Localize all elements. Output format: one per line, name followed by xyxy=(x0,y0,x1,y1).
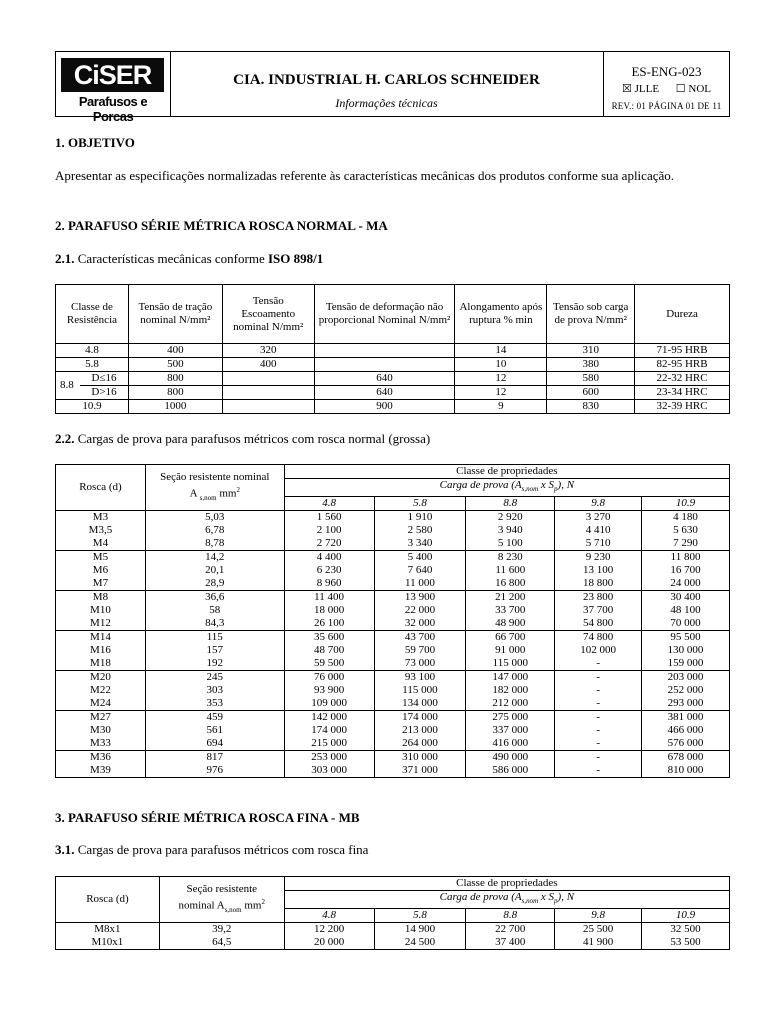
cell: 400 xyxy=(128,344,222,358)
cell: 213 000 xyxy=(374,724,466,737)
table-row xyxy=(56,671,730,685)
cell: 215 000 xyxy=(284,737,374,751)
class-header: 9.8 xyxy=(555,497,642,511)
cell: 37 400 xyxy=(466,936,555,950)
cell: - xyxy=(555,724,642,737)
standard-ref: ISO 898/1 xyxy=(267,251,324,266)
carga-sub: p xyxy=(554,897,558,906)
cell: 16 700 xyxy=(642,564,730,577)
table-row xyxy=(56,923,730,937)
cell: M30 xyxy=(56,724,146,737)
option-nol: ☐ NOL xyxy=(675,83,712,95)
cell: 5,03 xyxy=(145,511,284,525)
class-header: 8.8 xyxy=(466,909,555,923)
cell: M5 xyxy=(56,551,146,565)
cell: M4 xyxy=(56,537,146,551)
cell: 640 xyxy=(314,372,455,386)
fine-thread-body xyxy=(56,923,730,950)
cell: 14 900 xyxy=(374,923,466,937)
cell: 11 400 xyxy=(284,591,374,605)
subsection-2-1 xyxy=(55,251,323,267)
cell: 303 000 xyxy=(284,764,374,778)
table-row xyxy=(56,644,730,657)
cell: 203 000 xyxy=(642,671,730,685)
cell: 459 xyxy=(145,711,284,725)
cell: 95 500 xyxy=(642,631,730,645)
header-cell: Tensão sob carga de prova N/mm² xyxy=(547,285,635,344)
cell: 91 000 xyxy=(466,644,555,657)
cell: 84,3 xyxy=(145,617,284,631)
table-row xyxy=(56,400,730,414)
cell: 7 640 xyxy=(374,564,466,577)
document-code: ES-ENG-023 xyxy=(631,64,702,79)
cell: 5.8 xyxy=(56,358,129,372)
table-row xyxy=(56,591,730,605)
proof-load-table-fine xyxy=(55,876,730,950)
cell: M12 xyxy=(56,617,146,631)
subsection-2-2 xyxy=(55,431,430,447)
proof-load-table-coarse xyxy=(55,464,730,778)
header-classe: Classe de propriedades xyxy=(284,465,729,479)
cell: M22 xyxy=(56,684,146,697)
cell: 500 xyxy=(128,358,222,372)
class-header: 10.9 xyxy=(642,497,730,511)
cell: M36 xyxy=(56,751,146,765)
carga-part: x S xyxy=(538,479,555,491)
cell: M27 xyxy=(56,711,146,725)
section-1-text: Apresentar as especificações normalizadas referente às características mecânicas dos produtos conforme sua aplicação. xyxy=(55,168,674,183)
cell: 30 400 xyxy=(642,591,730,605)
cell: 43 700 xyxy=(374,631,466,645)
carga-part: ), N xyxy=(557,479,575,491)
document-header xyxy=(55,51,730,124)
cell: 48 900 xyxy=(466,617,555,631)
carga-sub: s,nom xyxy=(521,485,539,494)
cell: 115 000 xyxy=(466,657,555,671)
title-cell xyxy=(170,52,604,116)
class-header: 4.8 xyxy=(284,497,374,511)
header-carga xyxy=(284,479,729,497)
carga-part: x S xyxy=(538,891,555,903)
cell: - xyxy=(555,764,642,778)
class-88-cell xyxy=(56,372,129,400)
cell: 23-34 HRC xyxy=(635,386,730,400)
cell: 59 700 xyxy=(374,644,466,657)
cell: 23 800 xyxy=(555,591,642,605)
cell: 976 xyxy=(145,764,284,778)
document-subtitle: Informações técnicas xyxy=(335,96,438,110)
table-row xyxy=(56,724,730,737)
cell: 5 100 xyxy=(466,537,555,551)
cell: 337 000 xyxy=(466,724,555,737)
cell: 11 600 xyxy=(466,564,555,577)
cell: 4 180 xyxy=(642,511,730,525)
table-row xyxy=(56,737,730,751)
cell: 380 xyxy=(547,358,635,372)
cell: 5 400 xyxy=(374,551,466,565)
cell: 16 800 xyxy=(466,577,555,591)
cell: M3 xyxy=(56,511,146,525)
cell: 53 500 xyxy=(642,936,730,950)
cell: 54 800 xyxy=(555,617,642,631)
cell: 18 000 xyxy=(284,604,374,617)
cell: M20 xyxy=(56,671,146,685)
cell: 4.8 xyxy=(56,344,129,358)
header-rosca: Rosca (d) xyxy=(56,877,160,923)
header-cell: Alongamento após ruptura % min xyxy=(455,285,547,344)
table-row xyxy=(56,711,730,725)
class-header: 10.9 xyxy=(642,909,730,923)
cell: 694 xyxy=(145,737,284,751)
cell: 310 xyxy=(547,344,635,358)
cell: - xyxy=(555,697,642,711)
cell: 26 100 xyxy=(284,617,374,631)
class-header: 4.8 xyxy=(284,909,374,923)
cell: 14,2 xyxy=(145,551,284,565)
cell xyxy=(222,386,314,400)
table-row xyxy=(56,577,730,591)
table-header-row xyxy=(56,465,730,479)
cell: 18 800 xyxy=(555,577,642,591)
cell: 8 230 xyxy=(466,551,555,565)
cell: 8 960 xyxy=(284,577,374,591)
header-classe: Classe de propriedades xyxy=(284,877,729,891)
diameter-condition: D≤16 xyxy=(80,372,128,386)
cell: 11 800 xyxy=(642,551,730,565)
header-secao: Seção resistente nominal A $_{s,nom}$ $mm^2$ xyxy=(145,465,284,511)
cell: 6 230 xyxy=(284,564,374,577)
cell: 82-95 HRB xyxy=(635,358,730,372)
cell: M18 xyxy=(56,657,146,671)
cell: 2 580 xyxy=(374,524,466,537)
subsection-text: Cargas de prova para parafusos métricos com rosca normal (grossa) xyxy=(77,431,431,446)
cell: 130 000 xyxy=(642,644,730,657)
cell: 7 290 xyxy=(642,537,730,551)
cell: 678 000 xyxy=(642,751,730,765)
cell: M39 xyxy=(56,764,146,778)
cell: 24 000 xyxy=(642,577,730,591)
cell: 490 000 xyxy=(466,751,555,765)
cell: 561 xyxy=(145,724,284,737)
cell: 39,2 xyxy=(159,923,284,937)
cell: 157 xyxy=(145,644,284,657)
cell: 810 000 xyxy=(642,764,730,778)
class-88-label: 8.8 xyxy=(60,379,74,391)
cell: 5 710 xyxy=(555,537,642,551)
cell: 71-95 HRB xyxy=(635,344,730,358)
cell: M6 xyxy=(56,564,146,577)
cell: 22 700 xyxy=(466,923,555,937)
revision-page: REV.: 01 PÁGINA 01 DE 11 xyxy=(611,101,722,111)
header-secao-unit: mm xyxy=(244,899,262,912)
header-secao-unit: mm xyxy=(219,487,237,500)
header-secao: Seção resistente nominal $A_{s,nom}$ $mm^2$ xyxy=(159,877,284,923)
cell xyxy=(222,400,314,414)
section-3-title: 3. PARAFUSO SÉRIE MÉTRICA ROSCA FINA - MB xyxy=(55,810,360,825)
cell: 24 500 xyxy=(374,936,466,950)
cell: 293 000 xyxy=(642,697,730,711)
cell xyxy=(222,372,314,386)
cell: 9 230 xyxy=(555,551,642,565)
company-name: CIA. INDUSTRIAL H. CARLOS SCHNEIDER xyxy=(233,72,540,88)
class-header: 8.8 xyxy=(466,497,555,511)
mechanical-properties-table xyxy=(55,284,730,414)
header-cell: Tensão Escoamento nominal N/mm² xyxy=(222,285,314,344)
table-row xyxy=(56,344,730,358)
cell: 36,6 xyxy=(145,591,284,605)
cell: 66 700 xyxy=(466,631,555,645)
cell: 10.9 xyxy=(56,400,129,414)
cell: 371 000 xyxy=(374,764,466,778)
header-cell: Tensão de deformação não proporcional Nominal N/mm² xyxy=(314,285,455,344)
table-row xyxy=(56,537,730,551)
subsection-number: 2.1. xyxy=(55,251,75,266)
table-row xyxy=(56,564,730,577)
cell: - xyxy=(555,671,642,685)
cell: 102 000 xyxy=(555,644,642,657)
section-2-title: 2. PARAFUSO SÉRIE MÉTRICA ROSCA NORMAL - MA xyxy=(55,218,388,233)
cell: - xyxy=(555,657,642,671)
header-carga xyxy=(284,891,729,909)
cell: - xyxy=(555,711,642,725)
cell: 212 000 xyxy=(466,697,555,711)
cell: 9 xyxy=(455,400,547,414)
table-header-row xyxy=(56,285,730,344)
cell: 21 200 xyxy=(466,591,555,605)
carga-part: ), N xyxy=(557,891,575,903)
cell: 115 000 xyxy=(374,684,466,697)
cell: 73 000 xyxy=(374,657,466,671)
cell: - xyxy=(555,737,642,751)
table-row xyxy=(56,524,730,537)
cell: M8 xyxy=(56,591,146,605)
cell: 115 xyxy=(145,631,284,645)
cell: 174 000 xyxy=(374,711,466,725)
cell: 14 xyxy=(455,344,547,358)
cell: 58 xyxy=(145,604,284,617)
cell: 147 000 xyxy=(466,671,555,685)
cell: 6,78 xyxy=(145,524,284,537)
cell xyxy=(314,358,455,372)
logo-subtitle: Parafusos e Porcas xyxy=(78,94,148,124)
header-rosca: Rosca (d) xyxy=(56,465,146,511)
subsection-number: 2.2. xyxy=(55,431,75,446)
cell: 22-32 HRC xyxy=(635,372,730,386)
cell: 830 xyxy=(547,400,635,414)
cell: 74 800 xyxy=(555,631,642,645)
cell: 12 xyxy=(455,386,547,400)
cell: 48 100 xyxy=(642,604,730,617)
cell: 13 100 xyxy=(555,564,642,577)
carga-part: Carga de prova (A xyxy=(439,479,522,491)
cell: 2 100 xyxy=(284,524,374,537)
cell: 264 000 xyxy=(374,737,466,751)
header-secao-subscript: s,nom xyxy=(224,905,242,914)
header-secao-symbol: A xyxy=(189,487,197,500)
cell: M7 xyxy=(56,577,146,591)
table-row xyxy=(56,764,730,778)
cell: M33 xyxy=(56,737,146,751)
section-1-title: 1. OBJETIVO xyxy=(55,135,135,150)
cell: 59 500 xyxy=(284,657,374,671)
cell: 22 000 xyxy=(374,604,466,617)
cell: 20,1 xyxy=(145,564,284,577)
cell: 11 000 xyxy=(374,577,466,591)
cell: 275 000 xyxy=(466,711,555,725)
cell: 600 xyxy=(547,386,635,400)
cell: 320 xyxy=(222,344,314,358)
cell: 37 700 xyxy=(555,604,642,617)
cell: - xyxy=(555,684,642,697)
cell: M14 xyxy=(56,631,146,645)
header-cell: Dureza xyxy=(635,285,730,344)
cell: 8,78 xyxy=(145,537,284,551)
cell: - xyxy=(555,751,642,765)
carga-part: Carga de prova (A xyxy=(439,891,522,903)
carga-sub: p xyxy=(554,485,558,494)
cell: 381 000 xyxy=(642,711,730,725)
cell: 35 600 xyxy=(284,631,374,645)
table-header-row xyxy=(56,877,730,891)
cell: 310 000 xyxy=(374,751,466,765)
header-secao-text2: nominal A xyxy=(178,899,225,912)
cell: 64,5 xyxy=(159,936,284,950)
cell: 192 xyxy=(145,657,284,671)
cell: 28,9 xyxy=(145,577,284,591)
carga-sub: s,nom xyxy=(521,897,539,906)
option-jlle: ☒ JLLE xyxy=(621,83,660,95)
cell: 20 000 xyxy=(284,936,374,950)
cell: 48 700 xyxy=(284,644,374,657)
cell: 640 xyxy=(314,386,455,400)
header-cell: Tensão de tração nominal N/mm² xyxy=(128,285,222,344)
cell: 159 000 xyxy=(642,657,730,671)
cell: 174 000 xyxy=(284,724,374,737)
cell: 32-39 HRC xyxy=(635,400,730,414)
cell: 586 000 xyxy=(466,764,555,778)
cell: 93 100 xyxy=(374,671,466,685)
cell: M24 xyxy=(56,697,146,711)
cell: 12 200 xyxy=(284,923,374,937)
subsection-text: Características mecânicas conforme xyxy=(77,251,268,266)
table-row xyxy=(56,684,730,697)
cell: 416 000 xyxy=(466,737,555,751)
header-secao-text: Seção resistente xyxy=(186,882,258,895)
cell: 1 910 xyxy=(374,511,466,525)
cell: 466 000 xyxy=(642,724,730,737)
table-row xyxy=(56,551,730,565)
header-cell: Classe de Resistência xyxy=(56,285,129,344)
cell: 900 xyxy=(314,400,455,414)
table-row xyxy=(56,657,730,671)
table-row xyxy=(56,631,730,645)
cell: 32 500 xyxy=(642,923,730,937)
table-row xyxy=(56,511,730,525)
cell: 580 xyxy=(547,372,635,386)
cell: 4 400 xyxy=(284,551,374,565)
cell: 3 340 xyxy=(374,537,466,551)
cell: 2 720 xyxy=(284,537,374,551)
header-secao-text: Seção resistente nominal xyxy=(160,470,270,483)
cell: 25 500 xyxy=(555,923,642,937)
cell: 134 000 xyxy=(374,697,466,711)
cell: 109 000 xyxy=(284,697,374,711)
table-row xyxy=(56,936,730,950)
cell: 10 xyxy=(455,358,547,372)
cell: M10x1 xyxy=(56,936,160,950)
class-header: 9.8 xyxy=(555,909,642,923)
cell: 13 900 xyxy=(374,591,466,605)
cell: 33 700 xyxy=(466,604,555,617)
location-options xyxy=(604,82,729,95)
cell: 182 000 xyxy=(466,684,555,697)
table-row xyxy=(56,386,730,400)
proof-load-body xyxy=(56,511,730,778)
cell: 245 xyxy=(145,671,284,685)
cell: 576 000 xyxy=(642,737,730,751)
table-row xyxy=(56,697,730,711)
cell: 93 900 xyxy=(284,684,374,697)
company-logo: CiSER xyxy=(61,58,164,92)
cell: 800 xyxy=(128,372,222,386)
table-row xyxy=(56,372,730,386)
subsection-3-1 xyxy=(55,842,368,858)
cell: 142 000 xyxy=(284,711,374,725)
cell: 353 xyxy=(145,697,284,711)
cell: 1000 xyxy=(128,400,222,414)
cell: M8x1 xyxy=(56,923,160,937)
cell: 3 270 xyxy=(555,511,642,525)
cell: 252 000 xyxy=(642,684,730,697)
table-row xyxy=(56,604,730,617)
cell: M10 xyxy=(56,604,146,617)
table-row xyxy=(56,617,730,631)
logo-cell xyxy=(56,52,171,124)
cell: 1 560 xyxy=(284,511,374,525)
cell: 32 000 xyxy=(374,617,466,631)
cell: 76 000 xyxy=(284,671,374,685)
cell: 400 xyxy=(222,358,314,372)
diameter-condition: D>16 xyxy=(91,386,117,398)
cell: 800 xyxy=(128,386,222,400)
cell: 4 410 xyxy=(555,524,642,537)
cell: 2 920 xyxy=(466,511,555,525)
cell: M16 xyxy=(56,644,146,657)
cell xyxy=(314,344,455,358)
class-header: 5.8 xyxy=(374,909,466,923)
cell: 3 940 xyxy=(466,524,555,537)
cell: 817 xyxy=(145,751,284,765)
cell: 41 900 xyxy=(555,936,642,950)
cell: 5 630 xyxy=(642,524,730,537)
table-row xyxy=(56,751,730,765)
code-cell xyxy=(604,52,729,116)
cell: 303 xyxy=(145,684,284,697)
cell: 253 000 xyxy=(284,751,374,765)
cell: M3,5 xyxy=(56,524,146,537)
table-row xyxy=(56,358,730,372)
cell: 12 xyxy=(455,372,547,386)
subsection-text: Cargas de prova para parafusos métricos com rosca fina xyxy=(77,842,369,857)
header-secao-subscript: s,nom xyxy=(199,493,217,502)
cell: 70 000 xyxy=(642,617,730,631)
subsection-number: 3.1. xyxy=(55,842,75,857)
class-header: 5.8 xyxy=(374,497,466,511)
